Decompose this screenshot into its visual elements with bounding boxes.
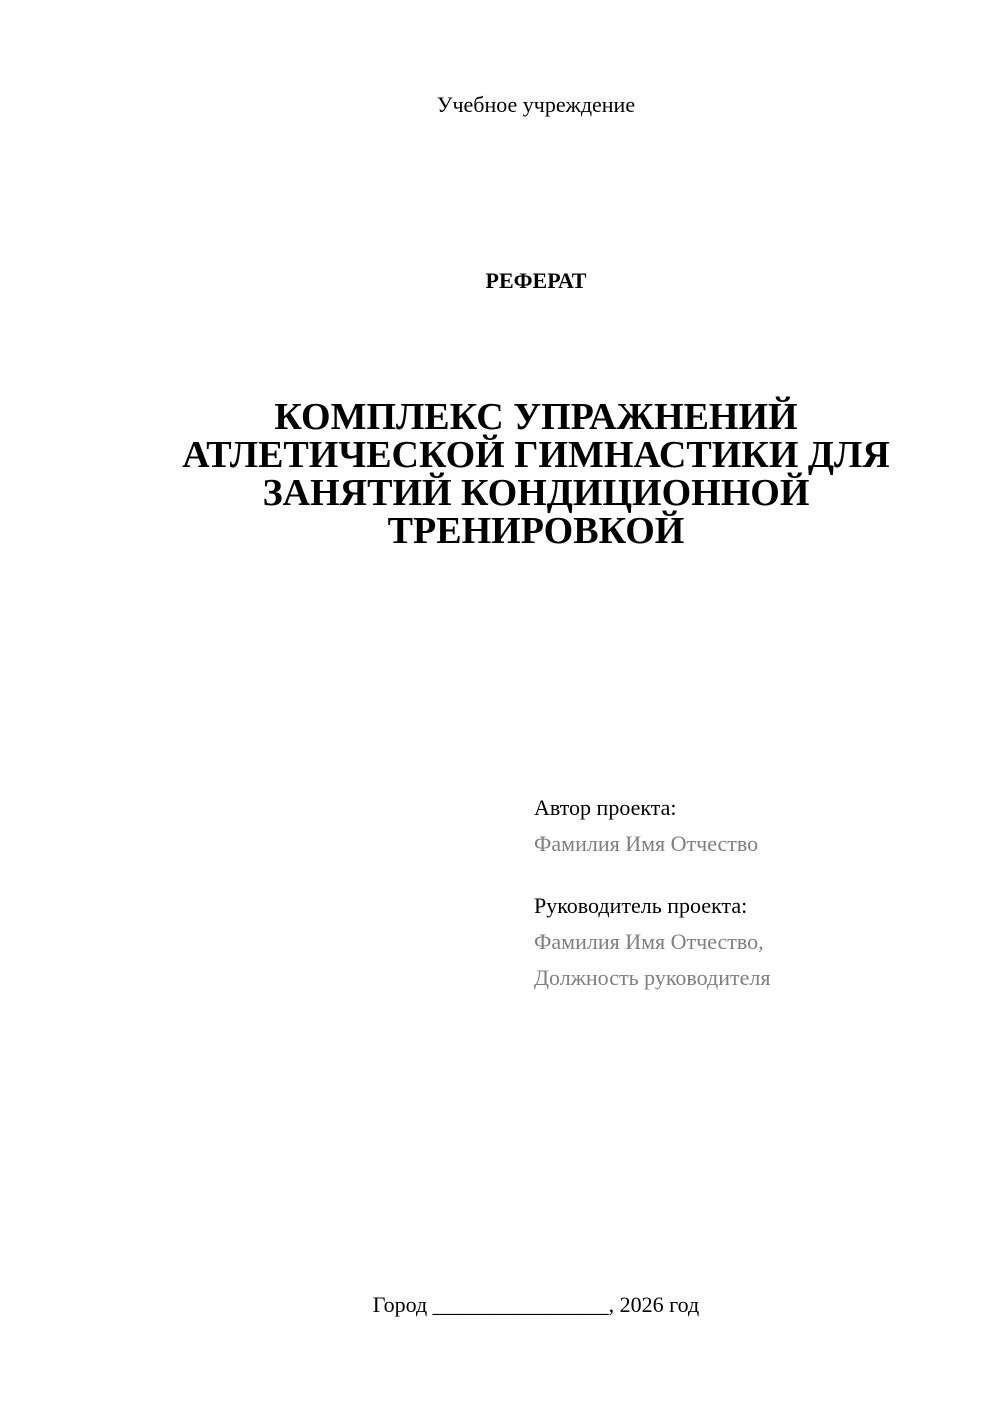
author-label: Автор проекта: [534,795,677,820]
supervisor-position: Должность руководителя [534,965,771,990]
author-name: Фамилия Имя Отчество [534,831,759,856]
spacer [534,862,974,888]
title-line: ТРЕНИРОВКОЙ [387,510,685,552]
document-title [150,398,922,550]
document-type: РЕФЕРАТ [485,268,587,293]
supervisor-name: Фамилия Имя Отчество, [534,929,764,954]
supervisor-label: Руководитель проекта: [534,893,748,918]
title-line: ЗАНЯТИЙ КОНДИЦИОННОЙ [262,472,810,514]
institution-name: Учебное учреждение [436,92,636,117]
title-line: КОМПЛЕКС УПРАЖНЕНИЙ [274,396,798,438]
title-line: АТЛЕТИЧЕСКОЙ ГИМНАСТИКИ ДЛЯ [182,434,890,476]
city-year-line: Город ________________, 2026 год [372,1292,700,1317]
credits-block [534,790,974,996]
